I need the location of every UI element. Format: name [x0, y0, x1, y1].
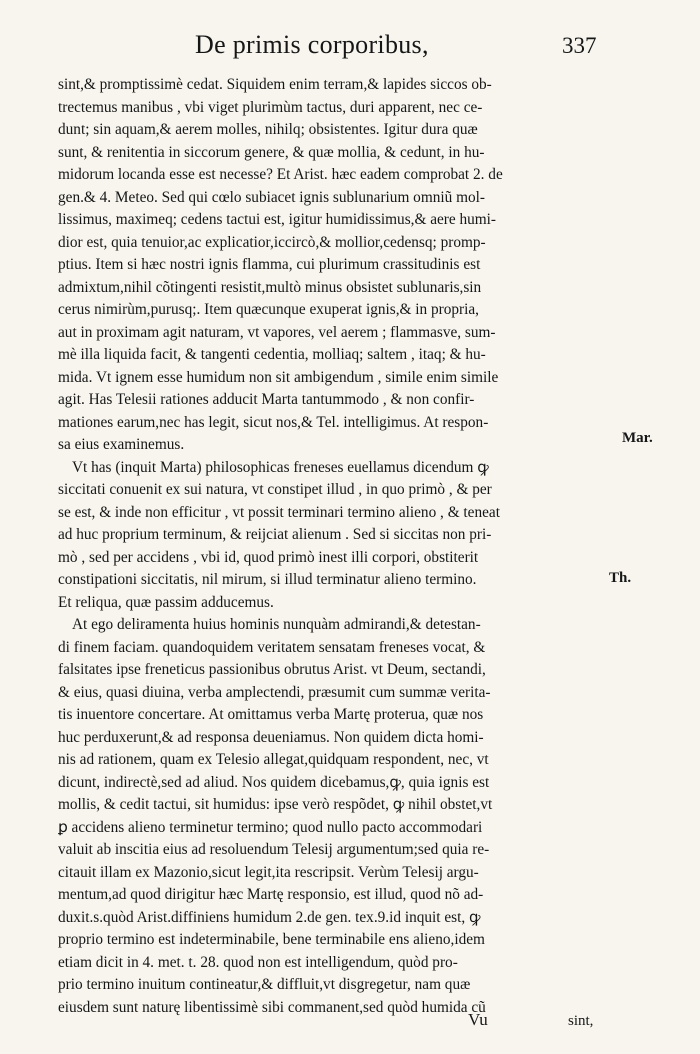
- text-line: gen.& 4. Meteo. Sed qui cœlo subiacet ignis sublunarium omniũ mol-: [58, 188, 485, 206]
- text-line: eiusdem sunt naturę libentissimè sibi commanent,sed quòd humida cũ: [58, 998, 486, 1016]
- text-line: nis ad rationem, quam ex Telesio allegat,quidquam respondent, nec, vt: [58, 751, 489, 768]
- page-number: 337: [562, 33, 597, 58]
- text-line: citauit illam ex Mazonio,sicut legit,ita rescripsit. Verùm Telesij argu-: [58, 863, 479, 881]
- text-line: sunt, & renitentia in siccorum genere, & quæ mollia, & cedunt, in hu-: [58, 143, 485, 161]
- text-line: duxit.s.quòd Arist.diffiniens humidum 2.de gen. tex.9.id inquit est, ꝙ: [58, 908, 481, 926]
- text-line: mentum,ad quod dirigitur hæc Martę responsio, est illud, quod nõ ad-: [58, 886, 484, 903]
- text-line: admixtum,nihil cõtingenti resistit,multò minus obsistet sublunaris,sin: [58, 278, 482, 296]
- text-line: mationes earum,nec has legit, sicut nos,& Tel. intelligimus. At respon-: [58, 413, 489, 431]
- paragraph-2: [58, 457, 598, 615]
- text-line: sint,& promptissimè cedat. Siquidem enim terram,& lapides siccos ob-: [58, 76, 492, 93]
- catchword-next: sint,: [568, 1013, 594, 1029]
- text-line: siccitati conuenit ex sui natura, vt constipet illud , in quo primò , & per: [58, 481, 492, 498]
- text-line: aut in proximam agit naturam, vt vapores, vel aerem ; flammasve, sum-: [58, 323, 496, 341]
- running-head: De primis corporibus,: [195, 30, 429, 59]
- text-line: At ego deliramenta huius hominis nunquàm admirandi,& detestan-: [72, 616, 481, 633]
- text-line: constipationi siccitatis, nil mirum, si illud terminatur alieno termino.: [58, 571, 477, 588]
- text-line: dunt; sin aquam,& aerem molles, nihilq; obsistentes. Igitur dura quæ: [58, 121, 478, 138]
- body-text: [58, 74, 598, 1019]
- text-line: dicunt, indirectè,sed ad aliud. Nos quidem dicebamus,ꝙ, quia ignis est: [58, 773, 490, 791]
- text-line: Vt has (inquit Marta) philosophicas freneses euellamus dicendum ꝙ: [72, 458, 489, 476]
- text-line: sa eius examinemus.: [58, 436, 185, 453]
- text-line: prio termino inuitum contineatur,& diffluit,vt disgregetur, nam quæ: [58, 976, 471, 993]
- paragraph-3: [58, 614, 598, 1019]
- text-line: mò , sed per accidens , vbi id, quod primò inest illi corpori, obstiterit: [58, 548, 479, 566]
- text-line: tis inuentore concertare. At omittamus verba Martę proterua, quæ nos: [58, 706, 484, 723]
- marginal-note-marta: Mar.: [622, 430, 653, 446]
- text-line: cerus nimirùm,purusq;. Item quæcunque exuperat ignis,& in propria,: [58, 301, 480, 318]
- text-line: se est, & inde non efficitur , vt possit terminari termino alieno , & teneat: [58, 503, 500, 521]
- text-line: mida. Vt ignem esse humidum non sit ambigendum , simile enim simile: [58, 368, 499, 386]
- text-line: ꝑ accidens alieno terminetur termino; quod nullo pacto accommodari: [58, 818, 483, 836]
- text-line: midorum locanda esse est necesse? Et Arist. hæc eadem comprobat 2. de: [58, 166, 503, 183]
- paragraph-1: [58, 74, 598, 457]
- text-line: huc perduxerunt,& ad responsa deueniamus. Non quidem dicta homi-: [58, 728, 484, 746]
- marginal-note-thomas: Th.: [609, 570, 632, 586]
- text-line: falsitates ipse freneticus passionibus obrutus Arist. vt Deum, sectandi,: [58, 661, 486, 678]
- text-line: lissimus, maximeq; cedens tactui est, igitur humidissimus,& aere humi-: [58, 211, 497, 228]
- text-line: di finem faciam. quandoquidem veritatem sensatam freneses vocat, &: [58, 638, 486, 656]
- text-line: trectemus manibus , vbi viget plurimùm tactus, duri apparent, nec ce-: [58, 98, 483, 116]
- text-line: & eius, quasi diuina, verba amplectendi, præsumit cum summæ verita-: [58, 683, 491, 701]
- text-line: etiam dicit in 4. met. t. 28. quod non est intelligendum, quòd pro-: [58, 953, 458, 971]
- text-line: dior est, quia tenuior,ac explicatior,iccircò,& mollior,cedensq; promp-: [58, 233, 486, 251]
- text-line: proprio termino est indeterminabile, bene terminabile ens alieno,idem: [58, 931, 485, 948]
- text-line: agit. Has Telesii rationes adducit Marta tantummodo , & non confir-: [58, 391, 475, 408]
- text-line: ad huc proprium terminum, & reijciat alienum . Sed si siccitas non pri-: [58, 526, 492, 543]
- text-line: valuit ab inscitia eius ad resoluendum Telesij argumentum;sed quia re-: [58, 841, 490, 858]
- catchword: Vu: [468, 1010, 488, 1029]
- text-line: ptius. Item si hæc nostri ignis flamma, cui plurimum crassitudinis est: [58, 256, 481, 273]
- text-line: mè illa liquida facit, & tangenti cedentia, molliaq; saltem , itaq; & hu-: [58, 346, 486, 363]
- text-line: Et reliqua, quæ passim adducemus.: [58, 593, 274, 611]
- text-line: mollis, & cedit tactui, sit humidus: ipse verò respõdet, ꝙ nihil obstet,vt: [58, 796, 493, 813]
